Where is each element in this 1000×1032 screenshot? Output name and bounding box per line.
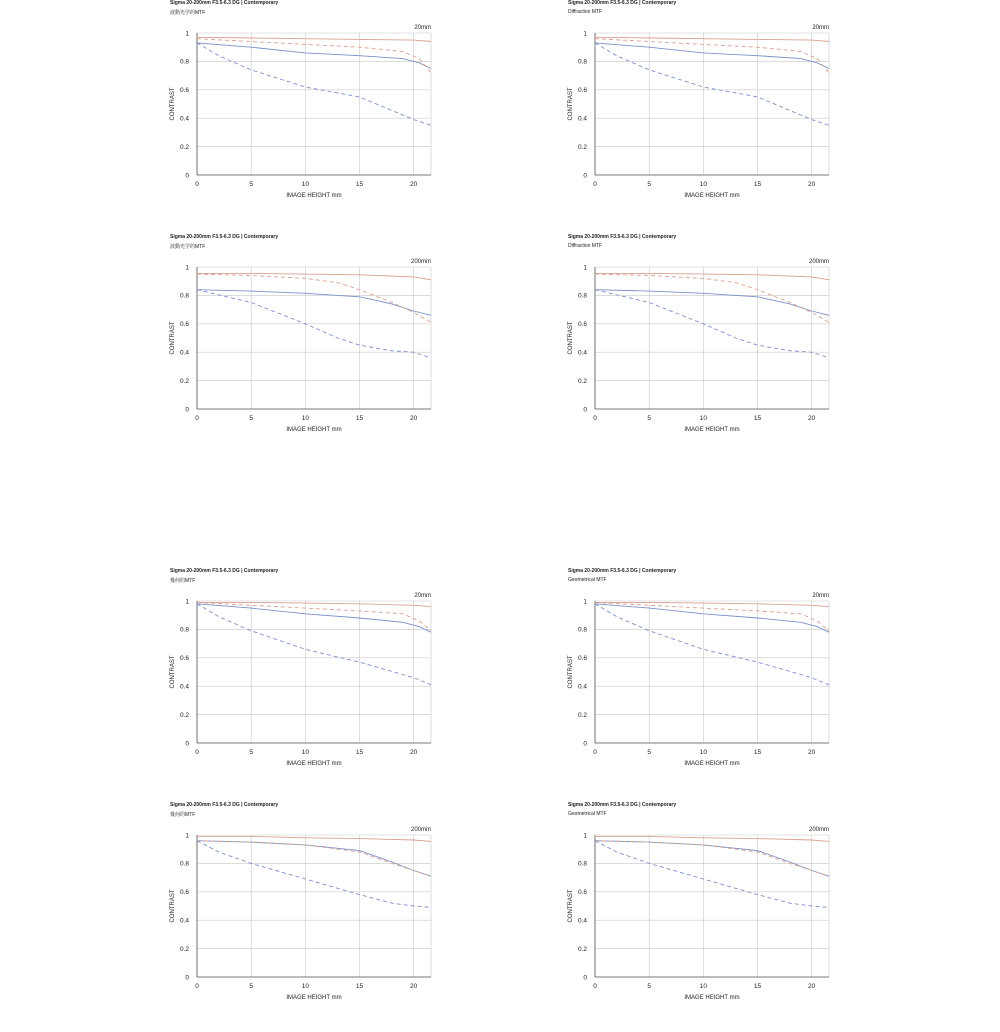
x-tick-label: 15	[753, 749, 762, 756]
y-tick-label: 1	[185, 832, 189, 840]
y-axis-label: CONTRAST	[568, 889, 574, 923]
x-tick-label: 20	[410, 983, 418, 990]
y-axis-label: CONTRAST	[170, 889, 176, 923]
x-tick-label: 5	[249, 983, 253, 990]
y-tick-label: 0	[583, 406, 587, 414]
x-tick-label: 15	[753, 415, 762, 422]
chart-subtitle: Diffraction MTF	[568, 9, 603, 15]
x-tick-label: 0	[195, 415, 199, 422]
y-tick-label: 0.6	[577, 655, 587, 663]
mtf-plot	[568, 802, 868, 1032]
mtf-chart-panel	[170, 0, 470, 230]
y-tick-label: 0	[583, 974, 587, 982]
y-tick-label: 1	[185, 264, 189, 272]
mtf-chart-panel	[568, 234, 868, 464]
y-tick-label: 0.4	[179, 349, 189, 357]
x-tick-label: 20	[808, 749, 816, 756]
y-tick-label: 0.8	[179, 626, 189, 634]
y-tick-label: 0	[185, 974, 189, 982]
x-axis-label: IMAGE HEIGHT mm	[684, 995, 740, 1001]
mtf-series-line	[197, 604, 431, 632]
y-tick-label: 0.8	[179, 292, 189, 300]
focal-length-label: 200mm	[410, 259, 431, 265]
x-tick-label: 15	[355, 181, 364, 188]
y-tick-label: 1	[583, 264, 587, 272]
x-tick-label: 20	[808, 415, 816, 422]
y-tick-label: 0	[185, 740, 189, 748]
y-tick-label: 0.4	[179, 115, 189, 123]
mtf-series-line	[595, 836, 829, 841]
x-tick-label: 0	[593, 749, 597, 756]
x-tick-label: 0	[593, 181, 597, 188]
chart-title: Sigma 20-200mm F3.5-6.3 DG | Contemporary	[170, 802, 279, 808]
x-tick-label: 0	[195, 181, 199, 188]
x-axis-label: IMAGE HEIGHT mm	[684, 427, 740, 433]
mtf-series-line	[595, 39, 829, 73]
x-tick-label: 10	[301, 415, 309, 422]
x-tick-label: 20	[410, 415, 418, 422]
mtf-series-line	[595, 604, 829, 685]
y-axis-label: CONTRAST	[568, 87, 574, 121]
y-axis-label: CONTRAST	[568, 655, 574, 689]
focal-length-label: 20mm	[812, 593, 829, 599]
x-tick-label: 20	[410, 181, 418, 188]
x-tick-label: 0	[593, 415, 597, 422]
x-tick-label: 0	[195, 983, 199, 990]
chart-title: Sigma 20-200mm F3.5-6.3 DG | Contemporary	[568, 802, 677, 808]
x-tick-label: 10	[699, 983, 707, 990]
chart-title: Sigma 20-200mm F3.5-6.3 DG | Contemporary	[170, 234, 279, 240]
x-tick-label: 15	[355, 983, 364, 990]
mtf-series-line	[197, 43, 431, 125]
x-tick-label: 5	[647, 983, 651, 990]
y-tick-label: 0.4	[577, 917, 587, 925]
y-axis-label: CONTRAST	[170, 87, 176, 121]
mtf-series-line	[595, 841, 829, 877]
mtf-chart-panel	[170, 234, 470, 464]
y-tick-label: 0.2	[179, 945, 189, 953]
y-tick-label: 0	[185, 172, 189, 180]
x-axis-label: IMAGE HEIGHT mm	[286, 427, 342, 433]
x-axis-label: IMAGE HEIGHT mm	[286, 761, 342, 767]
y-tick-label: 1	[583, 30, 587, 38]
mtf-plot	[170, 0, 470, 230]
mtf-series-line	[197, 841, 431, 908]
x-axis-label: IMAGE HEIGHT mm	[684, 193, 740, 199]
mtf-series-line	[197, 841, 431, 877]
focal-length-label: 200mm	[808, 827, 829, 833]
mtf-series-line	[595, 841, 829, 908]
mtf-plot	[568, 234, 868, 464]
x-axis-label: IMAGE HEIGHT mm	[286, 995, 342, 1001]
y-tick-label: 0.2	[577, 711, 587, 719]
y-tick-label: 0.2	[179, 143, 189, 151]
y-tick-label: 1	[583, 598, 587, 606]
x-tick-label: 0	[195, 749, 199, 756]
y-axis-label: CONTRAST	[568, 321, 574, 355]
mtf-series-line	[197, 273, 431, 279]
x-tick-label: 20	[808, 181, 816, 188]
y-axis-label: CONTRAST	[170, 655, 176, 689]
chart-title: Sigma 20-200mm F3.5-6.3 DG | Contemporary	[568, 0, 677, 6]
x-tick-label: 0	[593, 983, 597, 990]
y-tick-label: 1	[185, 598, 189, 606]
y-tick-label: 0.6	[577, 889, 587, 897]
mtf-series-line	[595, 43, 829, 125]
x-tick-label: 15	[355, 749, 364, 756]
x-tick-label: 10	[699, 181, 707, 188]
focal-length-label: 20mm	[812, 25, 829, 31]
chart-title: Sigma 20-200mm F3.5-6.3 DG | Contemporary	[568, 234, 677, 240]
x-tick-label: 5	[647, 181, 651, 188]
mtf-series-line	[197, 43, 431, 69]
y-tick-label: 0.6	[179, 655, 189, 663]
chart-subtitle: 幾何的MTF	[170, 812, 196, 818]
mtf-series-line	[197, 290, 431, 316]
y-tick-label: 0.8	[179, 860, 189, 868]
y-tick-label: 0.8	[577, 860, 587, 868]
y-tick-label: 1	[185, 30, 189, 38]
mtf-series-line	[595, 604, 829, 632]
y-tick-label: 0.4	[577, 349, 587, 357]
mtf-series-line	[197, 604, 431, 685]
mtf-chart-panel	[170, 568, 470, 798]
y-tick-label: 0.2	[179, 377, 189, 385]
x-tick-label: 10	[301, 181, 309, 188]
y-tick-label: 0.6	[179, 889, 189, 897]
focal-length-label: 200mm	[410, 827, 431, 833]
mtf-chart-panel	[170, 802, 470, 1032]
x-tick-label: 5	[249, 181, 253, 188]
focal-length-label: 20mm	[414, 25, 431, 31]
chart-subtitle: Geometrical MTF	[568, 811, 607, 817]
x-tick-label: 10	[301, 983, 309, 990]
y-tick-label: 0.6	[577, 87, 587, 95]
mtf-plot	[170, 802, 470, 1032]
x-tick-label: 20	[410, 749, 418, 756]
y-tick-label: 0.6	[179, 321, 189, 329]
x-tick-label: 5	[249, 749, 253, 756]
y-axis-label: CONTRAST	[170, 321, 176, 355]
mtf-chart-panel	[568, 802, 868, 1032]
x-tick-label: 5	[647, 749, 651, 756]
chart-subtitle: Diffraction MTF	[568, 243, 603, 249]
y-tick-label: 0	[583, 740, 587, 748]
x-tick-label: 5	[249, 415, 253, 422]
x-tick-label: 5	[647, 415, 651, 422]
y-tick-label: 0.4	[179, 917, 189, 925]
mtf-chart-panel	[568, 568, 868, 798]
mtf-plot	[568, 0, 868, 230]
chart-title: Sigma 20-200mm F3.5-6.3 DG | Contemporary	[170, 0, 279, 6]
focal-length-label: 20mm	[414, 593, 431, 599]
y-tick-label: 0.8	[577, 626, 587, 634]
y-tick-label: 0.2	[577, 143, 587, 151]
y-tick-label: 0	[185, 406, 189, 414]
chart-subtitle: 幾何的MTF	[170, 578, 196, 584]
y-tick-label: 0.4	[577, 683, 587, 691]
x-tick-label: 10	[699, 749, 707, 756]
chart-subtitle: 波動光学的MTF	[170, 244, 206, 250]
mtf-series-line	[197, 836, 431, 841]
y-tick-label: 0.2	[577, 377, 587, 385]
x-axis-label: IMAGE HEIGHT mm	[286, 193, 342, 199]
y-tick-label: 0.2	[577, 945, 587, 953]
mtf-chart-panel	[568, 0, 868, 230]
mtf-plot	[170, 568, 470, 798]
y-tick-label: 0.6	[179, 87, 189, 95]
x-tick-label: 10	[301, 749, 309, 756]
x-tick-label: 15	[753, 983, 762, 990]
x-axis-label: IMAGE HEIGHT mm	[684, 761, 740, 767]
x-tick-label: 10	[699, 415, 707, 422]
chart-title: Sigma 20-200mm F3.5-6.3 DG | Contemporary	[568, 568, 677, 574]
y-tick-label: 1	[583, 832, 587, 840]
y-tick-label: 0.4	[179, 683, 189, 691]
mtf-series-line	[595, 273, 829, 279]
x-tick-label: 20	[808, 983, 816, 990]
chart-title: Sigma 20-200mm F3.5-6.3 DG | Contemporary	[170, 568, 279, 574]
mtf-series-line	[595, 290, 829, 316]
mtf-plot	[568, 568, 868, 798]
mtf-series-line	[197, 39, 431, 73]
x-tick-label: 15	[753, 181, 762, 188]
y-tick-label: 0.8	[179, 58, 189, 66]
x-tick-label: 15	[355, 415, 364, 422]
mtf-plot	[170, 234, 470, 464]
y-tick-label: 0.4	[577, 115, 587, 123]
y-tick-label: 0.6	[577, 321, 587, 329]
y-tick-label: 0.8	[577, 58, 587, 66]
chart-subtitle: 波動光学的MTF	[170, 10, 206, 16]
mtf-series-line	[595, 43, 829, 69]
y-tick-label: 0	[583, 172, 587, 180]
y-tick-label: 0.8	[577, 292, 587, 300]
focal-length-label: 200mm	[808, 259, 829, 265]
chart-subtitle: Geometrical MTF	[568, 577, 607, 583]
y-tick-label: 0.2	[179, 711, 189, 719]
